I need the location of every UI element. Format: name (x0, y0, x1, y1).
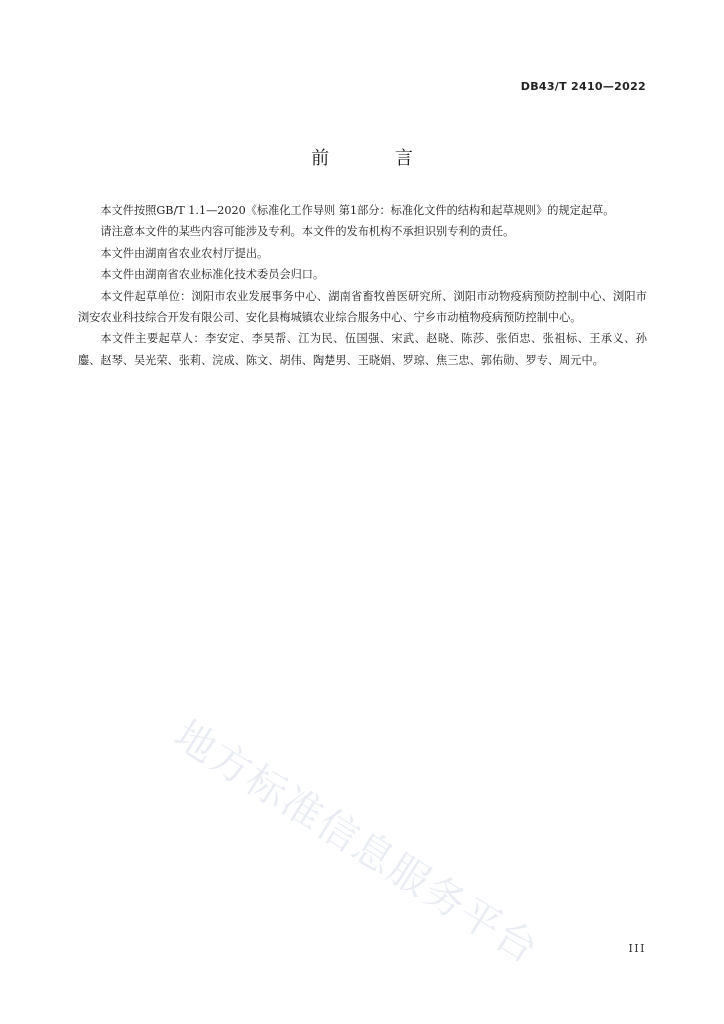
foreword-body (78, 200, 647, 371)
watermark: 地方标准信息服务平台 (165, 711, 547, 974)
paragraph-patent-notice: 请注意本文件的某些内容可能涉及专利。本文件的发布机构不承担识别专利的责任。 (100, 225, 515, 239)
section-title: 前 言 (311, 148, 443, 169)
document-code: DB43/T 2410—2022 (520, 80, 646, 93)
paragraph-proposer: 本文件由湖南省农业农村厅提出。 (100, 246, 269, 260)
paragraph-drafting-units: 本文件起草单位：浏阳市农业发展事务中心、湖南省畜牧兽医研究所、浏阳市动物疫病预防控制中心、浏阳市浏安农业科技综合开发有限公司、安化县梅城镇农业综合服务中心、宁乡市动植物疫病预防控制中心。 (78, 289, 647, 325)
paragraph-centralized-unit: 本文件由湖南省农业标准化技术委员会归口。 (100, 268, 325, 282)
page-number: III (628, 942, 646, 955)
paragraph-drafters: 本文件主要起草人：李安定、李昊帮、江为民、伍国强、宋武、赵晓、陈莎、张佰忠、张祖标、王承义、孙鏖、赵琴、吴光荣、张莉、浣成、陈文、胡伟、陶楚男、王晓娟、罗琼、焦三忠、郭佑勋、罗专、周元中。 (78, 332, 647, 367)
paragraph-drafting-rules: 本文件按照GB/T 1.1—2020《标准化工作导则 第1部分：标准化文件的结构和起草规则》的规定起草。 (100, 204, 615, 217)
